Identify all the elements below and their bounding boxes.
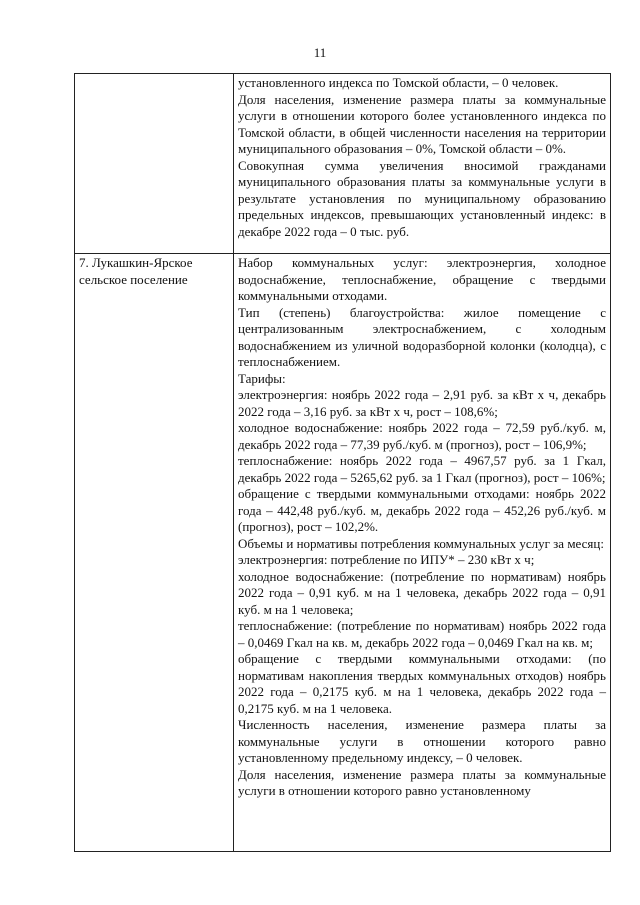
paragraph: электроэнергия: ноябрь 2022 года – 2,91 руб. за кВт х ч, декабрь 2022 года – 3,16 руб. за кВт х ч, рост – 108,6%; bbox=[238, 387, 606, 419]
paragraph: Совокупная сумма увеличения вносимой гражданами муниципального образования платы за коммунальные услуги в результате установления по муниципальному образованию предельных индексов, превышающих установленный индекс: в декабре 2022 года – 0 тыс. руб. bbox=[238, 157, 606, 239]
paragraph: холодное водоснабжение: (потребление по нормативам) ноябрь 2022 года – 0,91 куб. м на 1 человека, декабрь 2022 года – 0,91 куб. м на 1 человека; bbox=[238, 568, 606, 617]
details-cell bbox=[234, 74, 611, 254]
paragraph: обращение с твердыми коммунальными отходами: ноябрь 2022 года – 442,48 руб./куб. м, декабрь 2022 года – 452,26 руб./куб. м (прогноз), рост – 102,2%. bbox=[238, 486, 606, 534]
page-number: 11 bbox=[313, 45, 327, 60]
paragraph: теплоснабжение: ноябрь 2022 года – 4967,57 руб. за 1 Гкал, декабрь 2022 года – 5265,62 руб. за 1 Гкал (прогноз), рост – 106%; bbox=[238, 453, 606, 485]
paragraph: Численность населения, изменение размера платы за коммунальные услуги в отношении которого равно установленному предельному индексу, – 0 человек. bbox=[238, 717, 606, 765]
paragraph: Тарифы: bbox=[238, 370, 286, 386]
paragraph: холодное водоснабжение: ноябрь 2022 года – 72,59 руб./куб. м, декабрь 2022 года – 77,39 руб./куб. м (прогноз), рост – 106,9%; bbox=[238, 420, 606, 452]
paragraph: Объемы и нормативы потребления коммунальных услуг за месяц: bbox=[238, 535, 604, 551]
paragraph: Доля населения, изменение размера платы за коммунальные услуги в отношении которого более установленного индекса по Томской области, в общей численности населения на территории муниципального образования – 0%, Томской области – 0%. bbox=[238, 91, 606, 156]
paragraph: обращение с твердыми коммунальными отходами: (по нормативам накопления твердых коммунальных отходов) ноябрь 2022 года – 0,2175 куб. м на 1 человека, декабрь 2022 года – 0,2175 куб. м на 1 человека. bbox=[238, 651, 606, 716]
paragraph: установленного индекса по Томской области, – 0 человек. bbox=[238, 75, 559, 90]
details-cell bbox=[234, 254, 611, 852]
paragraph: теплоснабжение: (потребление по нормативам) ноябрь 2022 года – 0,0469 Гкал на кв. м, декабрь 2022 года – 0,0469 Гкал на кв. м; bbox=[238, 618, 606, 650]
paragraph: электроэнергия: потребление по ИПУ* – 230 кВт х ч; bbox=[238, 552, 535, 567]
municipality-table bbox=[74, 73, 611, 852]
municipality-name-cell: 7. Лукашкин-Ярское сельское поселение bbox=[75, 254, 234, 852]
municipality-name-cell bbox=[75, 74, 234, 254]
table-row bbox=[75, 74, 611, 254]
table-row bbox=[75, 254, 611, 852]
paragraph: Тип (степень) благоустройства: жилое помещение с централизованным электроснабжением, с холодным водоснабжением из уличной водоразборной колонки (колодца), с теплоснабжением. bbox=[238, 304, 606, 369]
paragraph: Доля населения, изменение размера платы за коммунальные услуги в отношении которого равно установленному bbox=[238, 766, 606, 798]
paragraph: Набор коммунальных услуг: электроэнергия, холодное водоснабжение, теплоснабжение, обращение с твердыми коммунальными отходами. bbox=[238, 255, 606, 303]
